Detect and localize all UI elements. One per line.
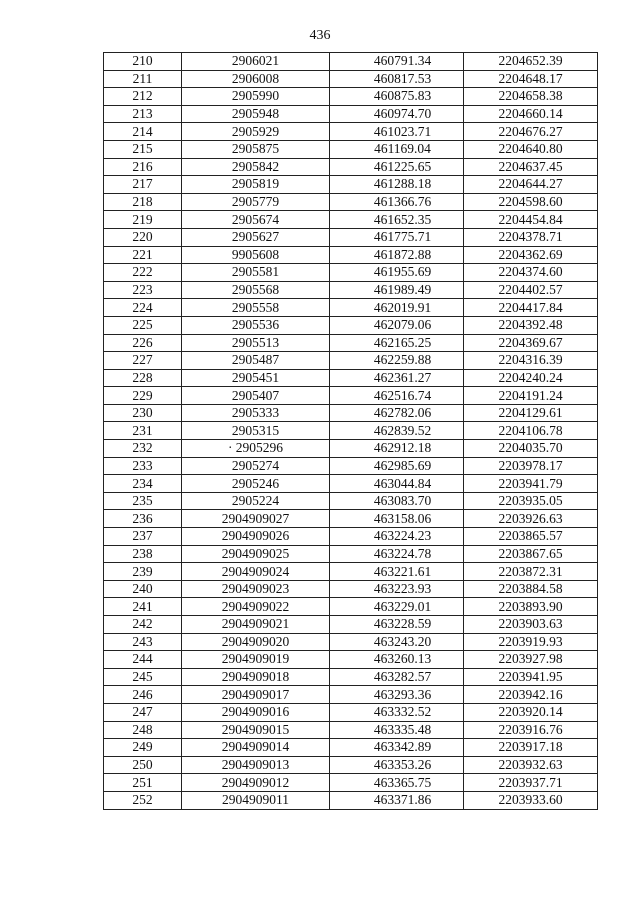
y-coordinate-cell: 2203872.31 (464, 563, 598, 581)
x-coordinate-cell: 462985.69 (330, 457, 464, 475)
point-id-cell: 2905224 (182, 492, 330, 510)
y-coordinate-cell: 2204392.48 (464, 316, 598, 334)
table-row (104, 176, 598, 194)
table-row (104, 598, 598, 616)
point-id-cell: 2905513 (182, 334, 330, 352)
y-coordinate-cell: 2204637.45 (464, 158, 598, 176)
point-id-cell: 2905819 (182, 176, 330, 194)
point-id-cell: 2904909015 (182, 721, 330, 739)
y-coordinate-cell: 2203865.57 (464, 528, 598, 546)
y-coordinate-cell: 2204316.39 (464, 352, 598, 370)
table-row (104, 492, 598, 510)
x-coordinate-cell: 460817.53 (330, 70, 464, 88)
point-id-cell: 2905779 (182, 193, 330, 211)
y-coordinate-cell: 2203927.98 (464, 651, 598, 669)
y-coordinate-cell: 2204417.84 (464, 299, 598, 317)
row-index-cell: 246 (104, 686, 182, 704)
table-row (104, 651, 598, 669)
table-row (104, 352, 598, 370)
row-index-cell: 220 (104, 228, 182, 246)
table-row (104, 616, 598, 634)
table-row (104, 721, 598, 739)
row-index-cell: 221 (104, 246, 182, 264)
table-row (104, 739, 598, 757)
point-id-cell: 2904909023 (182, 580, 330, 598)
table-row (104, 105, 598, 123)
row-index-cell: 244 (104, 651, 182, 669)
x-coordinate-cell: 463260.13 (330, 651, 464, 669)
y-coordinate-cell: 2204362.69 (464, 246, 598, 264)
table-row (104, 457, 598, 475)
x-coordinate-cell: 461023.71 (330, 123, 464, 141)
y-coordinate-cell: 2204374.60 (464, 264, 598, 282)
y-coordinate-cell: 2203926.63 (464, 510, 598, 528)
y-coordinate-cell: 2203893.90 (464, 598, 598, 616)
x-coordinate-cell: 462079.06 (330, 316, 464, 334)
row-index-cell: 236 (104, 510, 182, 528)
point-id-cell: 2905948 (182, 105, 330, 123)
row-index-cell: 247 (104, 703, 182, 721)
y-coordinate-cell: 2204191.24 (464, 387, 598, 405)
y-coordinate-cell: 2204652.39 (464, 53, 598, 71)
x-coordinate-cell: 461288.18 (330, 176, 464, 194)
x-coordinate-cell: 461989.49 (330, 281, 464, 299)
y-coordinate-cell: 2204598.60 (464, 193, 598, 211)
x-coordinate-cell: 463293.36 (330, 686, 464, 704)
table-row (104, 580, 598, 598)
point-id-cell: 2904909014 (182, 739, 330, 757)
x-coordinate-cell: 462165.25 (330, 334, 464, 352)
x-coordinate-cell: 463229.01 (330, 598, 464, 616)
row-index-cell: 241 (104, 598, 182, 616)
x-coordinate-cell: 463044.84 (330, 475, 464, 493)
coordinate-table-body (104, 53, 598, 810)
table-row (104, 158, 598, 176)
y-coordinate-cell: 2204369.67 (464, 334, 598, 352)
y-coordinate-cell: 2203884.58 (464, 580, 598, 598)
table-row (104, 387, 598, 405)
row-index-cell: 249 (104, 739, 182, 757)
row-index-cell: 222 (104, 264, 182, 282)
table-row (104, 228, 598, 246)
row-index-cell: 211 (104, 70, 182, 88)
table-row (104, 404, 598, 422)
row-index-cell: 251 (104, 774, 182, 792)
x-coordinate-cell: 462782.06 (330, 404, 464, 422)
row-index-cell: 228 (104, 369, 182, 387)
coordinate-table (103, 52, 598, 810)
row-index-cell: 235 (104, 492, 182, 510)
point-id-cell: 2904909020 (182, 633, 330, 651)
x-coordinate-cell: 463335.48 (330, 721, 464, 739)
point-id-cell: 2904909022 (182, 598, 330, 616)
y-coordinate-cell: 2204644.27 (464, 176, 598, 194)
point-id-cell: 2905627 (182, 228, 330, 246)
point-id-cell: 2904909025 (182, 545, 330, 563)
y-coordinate-cell: 2203941.79 (464, 475, 598, 493)
point-id-cell: 2905568 (182, 281, 330, 299)
table-row (104, 299, 598, 317)
table-row (104, 334, 598, 352)
x-coordinate-cell: 463342.89 (330, 739, 464, 757)
x-coordinate-cell: 463365.75 (330, 774, 464, 792)
x-coordinate-cell: 463083.70 (330, 492, 464, 510)
row-index-cell: 248 (104, 721, 182, 739)
point-id-cell: 2904909026 (182, 528, 330, 546)
row-index-cell: 225 (104, 316, 182, 334)
table-row (104, 528, 598, 546)
y-coordinate-cell: 2203920.14 (464, 703, 598, 721)
y-coordinate-cell: 2204035.70 (464, 440, 598, 458)
row-index-cell: 234 (104, 475, 182, 493)
y-coordinate-cell: 2203867.65 (464, 545, 598, 563)
row-index-cell: 223 (104, 281, 182, 299)
row-index-cell: 217 (104, 176, 182, 194)
row-index-cell: 215 (104, 140, 182, 158)
x-coordinate-cell: 460974.70 (330, 105, 464, 123)
row-index-cell: 232 (104, 440, 182, 458)
table-row (104, 123, 598, 141)
x-coordinate-cell: 461169.04 (330, 140, 464, 158)
y-coordinate-cell: 2204640.80 (464, 140, 598, 158)
table-row (104, 53, 598, 71)
y-coordinate-cell: 2203935.05 (464, 492, 598, 510)
point-id-cell: 2904909011 (182, 791, 330, 809)
row-index-cell: 218 (104, 193, 182, 211)
point-id-cell: 2904909013 (182, 756, 330, 774)
row-index-cell: 230 (104, 404, 182, 422)
y-coordinate-cell: 2203916.76 (464, 721, 598, 739)
x-coordinate-cell: 463332.52 (330, 703, 464, 721)
x-coordinate-cell: 463282.57 (330, 668, 464, 686)
x-coordinate-cell: 462912.18 (330, 440, 464, 458)
row-index-cell: 245 (104, 668, 182, 686)
x-coordinate-cell: 460875.83 (330, 88, 464, 106)
table-row (104, 264, 598, 282)
x-coordinate-cell: 463221.61 (330, 563, 464, 581)
point-id-cell: 2905315 (182, 422, 330, 440)
point-id-cell: · 2905296 (182, 440, 330, 458)
point-id-cell: 2905487 (182, 352, 330, 370)
point-id-cell: 2905929 (182, 123, 330, 141)
y-coordinate-cell: 2204240.24 (464, 369, 598, 387)
point-id-cell: 9905608 (182, 246, 330, 264)
point-id-cell: 2906021 (182, 53, 330, 71)
table-row (104, 475, 598, 493)
y-coordinate-cell: 2203932.63 (464, 756, 598, 774)
x-coordinate-cell: 461955.69 (330, 264, 464, 282)
x-coordinate-cell: 462516.74 (330, 387, 464, 405)
point-id-cell: 2905581 (182, 264, 330, 282)
point-id-cell: 2904909024 (182, 563, 330, 581)
row-index-cell: 240 (104, 580, 182, 598)
row-index-cell: 224 (104, 299, 182, 317)
point-id-cell: 2905246 (182, 475, 330, 493)
point-id-cell: 2905407 (182, 387, 330, 405)
table-row (104, 668, 598, 686)
y-coordinate-cell: 2204106.78 (464, 422, 598, 440)
point-id-cell: 2904909018 (182, 668, 330, 686)
x-coordinate-cell: 461652.35 (330, 211, 464, 229)
table-row (104, 686, 598, 704)
table-row (104, 756, 598, 774)
x-coordinate-cell: 463224.23 (330, 528, 464, 546)
point-id-cell: 2905842 (182, 158, 330, 176)
row-index-cell: 227 (104, 352, 182, 370)
y-coordinate-cell: 2203937.71 (464, 774, 598, 792)
y-coordinate-cell: 2203917.18 (464, 739, 598, 757)
row-index-cell: 238 (104, 545, 182, 563)
x-coordinate-cell: 463224.78 (330, 545, 464, 563)
x-coordinate-cell: 462361.27 (330, 369, 464, 387)
y-coordinate-cell: 2204129.61 (464, 404, 598, 422)
table-row (104, 422, 598, 440)
x-coordinate-cell: 461775.71 (330, 228, 464, 246)
table-row (104, 633, 598, 651)
row-index-cell: 243 (104, 633, 182, 651)
point-id-cell: 2904909012 (182, 774, 330, 792)
row-index-cell: 226 (104, 334, 182, 352)
point-id-cell: 2905536 (182, 316, 330, 334)
table-row (104, 774, 598, 792)
table-row (104, 316, 598, 334)
x-coordinate-cell: 463228.59 (330, 616, 464, 634)
table-row (104, 211, 598, 229)
y-coordinate-cell: 2204676.27 (464, 123, 598, 141)
x-coordinate-cell: 462019.91 (330, 299, 464, 317)
table-row (104, 369, 598, 387)
row-index-cell: 237 (104, 528, 182, 546)
table-row (104, 281, 598, 299)
y-coordinate-cell: 2204402.57 (464, 281, 598, 299)
row-index-cell: 214 (104, 123, 182, 141)
x-coordinate-cell: 463223.93 (330, 580, 464, 598)
table-row (104, 791, 598, 809)
y-coordinate-cell: 2203942.16 (464, 686, 598, 704)
y-coordinate-cell: 2203933.60 (464, 791, 598, 809)
y-coordinate-cell: 2204658.38 (464, 88, 598, 106)
y-coordinate-cell: 2204454.84 (464, 211, 598, 229)
x-coordinate-cell: 461872.88 (330, 246, 464, 264)
table-row (104, 193, 598, 211)
table-row (104, 140, 598, 158)
point-id-cell: 2905674 (182, 211, 330, 229)
row-index-cell: 229 (104, 387, 182, 405)
x-coordinate-cell: 462839.52 (330, 422, 464, 440)
row-index-cell: 213 (104, 105, 182, 123)
x-coordinate-cell: 463243.20 (330, 633, 464, 651)
table-row (104, 703, 598, 721)
point-id-cell: 2904909016 (182, 703, 330, 721)
x-coordinate-cell: 461225.65 (330, 158, 464, 176)
row-index-cell: 250 (104, 756, 182, 774)
point-id-cell: 2904909027 (182, 510, 330, 528)
table-row (104, 440, 598, 458)
y-coordinate-cell: 2203919.93 (464, 633, 598, 651)
table-row (104, 246, 598, 264)
y-coordinate-cell: 2203903.63 (464, 616, 598, 634)
x-coordinate-cell: 463158.06 (330, 510, 464, 528)
point-id-cell: 2905875 (182, 140, 330, 158)
x-coordinate-cell: 460791.34 (330, 53, 464, 71)
row-index-cell: 242 (104, 616, 182, 634)
table-row (104, 563, 598, 581)
row-index-cell: 216 (104, 158, 182, 176)
row-index-cell: 233 (104, 457, 182, 475)
point-id-cell: 2905990 (182, 88, 330, 106)
table-row (104, 88, 598, 106)
row-index-cell: 219 (104, 211, 182, 229)
row-index-cell: 212 (104, 88, 182, 106)
table-row (104, 70, 598, 88)
point-id-cell: 2905558 (182, 299, 330, 317)
row-index-cell: 231 (104, 422, 182, 440)
y-coordinate-cell: 2204378.71 (464, 228, 598, 246)
point-id-cell: 2905333 (182, 404, 330, 422)
point-id-cell: 2904909021 (182, 616, 330, 634)
y-coordinate-cell: 2203941.95 (464, 668, 598, 686)
y-coordinate-cell: 2204660.14 (464, 105, 598, 123)
point-id-cell: 2904909019 (182, 651, 330, 669)
row-index-cell: 239 (104, 563, 182, 581)
y-coordinate-cell: 2203978.17 (464, 457, 598, 475)
point-id-cell: 2905274 (182, 457, 330, 475)
x-coordinate-cell: 463371.86 (330, 791, 464, 809)
point-id-cell: 2904909017 (182, 686, 330, 704)
x-coordinate-cell: 463353.26 (330, 756, 464, 774)
x-coordinate-cell: 461366.76 (330, 193, 464, 211)
row-index-cell: 210 (104, 53, 182, 71)
y-coordinate-cell: 2204648.17 (464, 70, 598, 88)
page-number: 436 (309, 28, 331, 43)
table-row (104, 510, 598, 528)
table-row (104, 545, 598, 563)
point-id-cell: 2905451 (182, 369, 330, 387)
row-index-cell: 252 (104, 791, 182, 809)
point-id-cell: 2906008 (182, 70, 330, 88)
x-coordinate-cell: 462259.88 (330, 352, 464, 370)
